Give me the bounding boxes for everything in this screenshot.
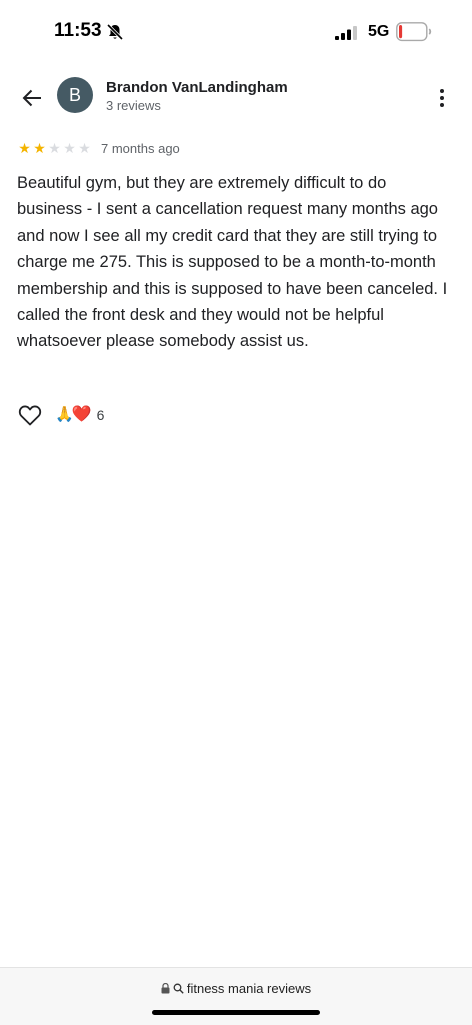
status-bar: [0, 0, 472, 64]
heart-outline-icon: [18, 404, 42, 426]
browser-address-bar[interactable]: [0, 967, 472, 1025]
star-empty-icon: ★: [63, 140, 76, 156]
reactions-row: [17, 401, 104, 429]
arrow-left-icon: [21, 87, 43, 109]
star-empty-icon: ★: [48, 140, 61, 156]
more-vertical-icon: [440, 89, 444, 93]
rating-row: [17, 138, 180, 158]
like-button[interactable]: [17, 402, 43, 428]
search-icon: [173, 983, 184, 994]
star-filled-icon: ★: [18, 140, 31, 156]
star-empty-icon: ★: [78, 140, 91, 156]
review-header: [0, 70, 472, 126]
author-reviews-count: 3 reviews: [106, 98, 161, 113]
avatar[interactable]: B: [57, 77, 93, 113]
bell-off-icon: [106, 23, 124, 41]
author-name[interactable]: Brandon VanLandingham: [106, 79, 288, 96]
reaction-summary[interactable]: [55, 407, 104, 423]
reaction-count: 6: [96, 407, 105, 423]
url-text: fitness mania reviews: [186, 981, 312, 996]
red-heart-emoji: ❤️: [71, 406, 92, 423]
home-indicator[interactable]: [152, 1010, 320, 1015]
pray-emoji: 🙏: [55, 406, 74, 423]
review-text: Beautiful gym, but they are extremely difficult to do business - I sent a cancellation request many months ago and now I see all my credit card that they are still trying to charge me 275. This is supposed to be a month-to-month membership and this is supposed to have been canceled. I called the front desk and they would not be helpful whatsoever please somebody assist us.: [17, 174, 448, 351]
lock-icon: [161, 983, 170, 994]
battery-icon: [396, 22, 432, 42]
back-button[interactable]: [16, 82, 48, 114]
network-type: 5G: [368, 23, 390, 40]
more-options-button[interactable]: [428, 84, 456, 112]
url-display[interactable]: [0, 981, 472, 996]
status-time: 11:53: [54, 20, 102, 41]
cellular-signal-icon: [335, 26, 357, 40]
star-rating: [17, 141, 92, 155]
review-time: 7 months ago: [101, 140, 180, 156]
star-filled-icon: ★: [33, 140, 46, 156]
